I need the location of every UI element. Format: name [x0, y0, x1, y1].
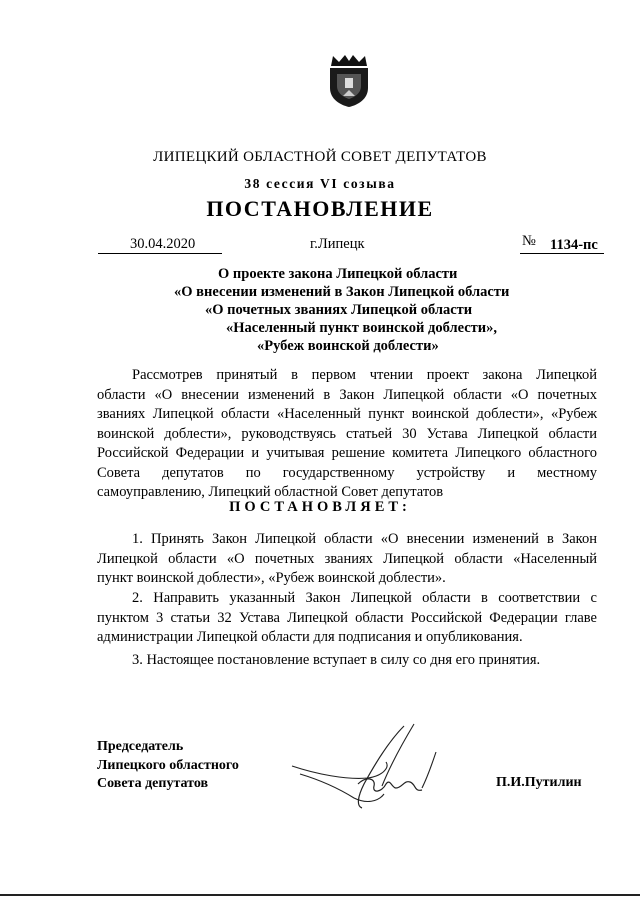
item-line: пунктом 3 статьи 32 Устава Липецкой области Российской Федерации главе	[97, 609, 597, 626]
decree-date: 30.04.2020	[130, 236, 196, 252]
preamble-line: званиях Липецкой области «Населенный пункт воинской доблести», «Рубеж	[97, 406, 597, 422]
number-underline	[520, 253, 604, 254]
preamble-paragraph	[97, 366, 597, 503]
subject-line: «О почетных званиях Липецкой области	[205, 302, 473, 318]
preamble-line: области «О внесении изменений в Закон Липецкой области «О почетных	[97, 386, 597, 403]
preamble-line: самоуправлению, Липецкий областной Совет депутатов	[97, 484, 444, 500]
item-line: 1. Принять Закон Липецкой области «О внесении изменений в Закон	[132, 531, 597, 547]
resolution-item-1	[97, 530, 597, 589]
resolution-item-2	[97, 589, 597, 648]
subject-line: «О внесении изменений в Закон Липецкой области	[174, 284, 510, 300]
resolution-item-3	[97, 651, 597, 671]
subject-line: «Населенный пункт воинской доблести»,	[226, 320, 497, 336]
subject-line: О проекте закона Липецкой области	[218, 266, 458, 282]
signatory-title-line: Председатель	[97, 739, 184, 754]
handwritten-signature-icon	[286, 722, 456, 812]
document-type-title: ПОСТАНОВЛЕНИЕ	[206, 196, 434, 221]
session-label: 38 сессия VI созыва	[244, 176, 396, 191]
bottom-rule	[0, 894, 640, 896]
preamble-line: Совета депутатов по государственному устройству и местному	[97, 464, 597, 481]
date-underline	[98, 253, 222, 254]
coat-of-arms-icon	[325, 52, 373, 108]
signatory-title	[97, 738, 239, 794]
item-line: 2. Направить указанный Закон Липецкой области в соответствии с	[132, 590, 597, 606]
item-line: администрации Липецкой области для подписания и опубликования.	[97, 629, 523, 645]
resolves-heading: ПОСТАНОВЛЯЕТ:	[229, 499, 411, 515]
decree-city: г.Липецк	[310, 236, 365, 252]
item-line: 3. Настоящее постановление вступает в силу со дня его принятия.	[132, 652, 541, 668]
council-name: ЛИПЕЦКИЙ ОБЛАСТНОЙ СОВЕТ ДЕПУТАТОВ	[153, 149, 487, 165]
preamble-line: Рассмотрев принятый в первом чтении проект закона Липецкой	[132, 367, 597, 383]
decree-number: 1134-пс	[550, 237, 598, 253]
item-line: пункт воинской доблести», «Рубеж воинской доблести».	[97, 570, 446, 586]
signatory-name: П.И.Путилин	[496, 775, 582, 790]
subject-line: «Рубеж воинской доблести»	[257, 338, 439, 354]
item-line: Липецкой области «О почетных званиях Липецкой области «Населенный	[97, 550, 597, 567]
decree-subject	[0, 265, 640, 355]
signatory-title-line: Липецкого областного	[97, 757, 239, 773]
signatory-title-line: Совета депутатов	[97, 776, 209, 791]
number-sign: №	[522, 233, 536, 249]
preamble-line: Российской Федерации и учитывая решение комитета Липецкого областного	[97, 445, 597, 461]
preamble-line: воинской доблести», руководствуясь статьей 30 Устава Липецкой области	[97, 425, 597, 442]
